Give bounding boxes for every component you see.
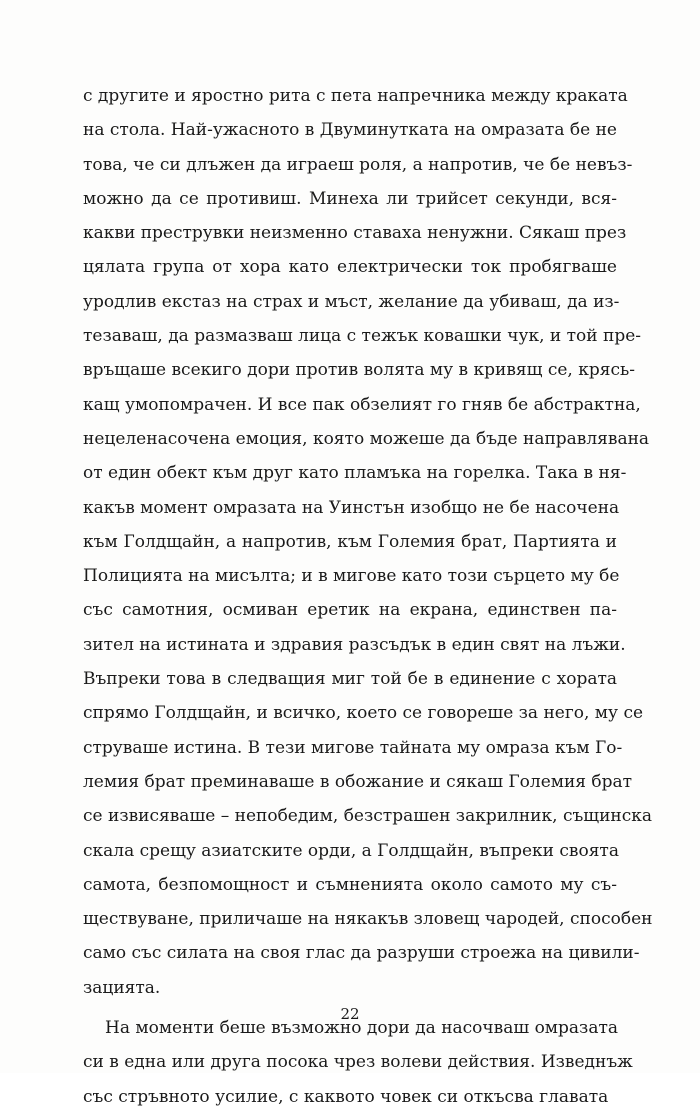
text-line: Полицията на мисълта; и в мигове като този сърцето му бе bbox=[83, 566, 620, 587]
text-line: зител на истината и здравия разсъдък в един свят на лъжи. bbox=[83, 634, 626, 655]
text-line: това, че си длъжен да играеш роля, а напротив, че бе невъз- bbox=[83, 154, 633, 175]
text-line: какви преструвки неизменно ставаха ненужни. Сякаш през bbox=[83, 223, 627, 244]
text-line: със самотния, осмиван еретик на екрана, единствен па- bbox=[83, 600, 617, 621]
text-line: кащ умопомрачен. И все пак обзелият го гняв бе абстрактна, bbox=[83, 394, 641, 415]
text-line: ществуване, приличаше на някакъв зловещ чародей, способен bbox=[83, 909, 653, 930]
text-line: струваше истина. В тези мигове тайната му омраза към Го- bbox=[83, 737, 623, 758]
text-line: се извисяваше – непобедим, безстрашен закрилник, същинска bbox=[83, 806, 653, 827]
page-number: 22 bbox=[340, 1005, 360, 1023]
text-line: можно да се противиш. Минеха ли трийсет секунди, вся- bbox=[83, 188, 617, 209]
body-text bbox=[83, 79, 653, 1114]
text-line: към Голдщайн, а напротив, към Големия брат, Партията и bbox=[83, 531, 617, 552]
text-line: уродлив екстаз на страх и мъст, желание да убиваш, да из- bbox=[83, 291, 620, 312]
text-line: самота, безпомощност и съмненията около самото му съ- bbox=[83, 874, 617, 895]
text-line: връщаше всекиго дори против волята му в кривящ се, крясь- bbox=[83, 360, 635, 381]
text-line: си в една или друга посока чрез волеви действия. Изведнъж bbox=[83, 1052, 633, 1073]
text-line: на стола. Най-ужасното в Двуминутката на омразата бе не bbox=[83, 120, 617, 141]
text-line: зацията. bbox=[83, 977, 161, 998]
text-line: лемия брат преминаваше в обожание и сякаш Големия брат bbox=[83, 771, 633, 792]
text-line: какъв момент омразата на Уинстън изобщо не бе насочена bbox=[83, 497, 620, 518]
text-line: тезаваш, да размазваш лица с тежък ковашки чук, и той пре- bbox=[83, 326, 642, 347]
paragraph-1 bbox=[83, 79, 653, 1005]
paragraph-2 bbox=[83, 1011, 633, 1114]
text-line: със стръвното усилие, с каквото човек си откъсва главата bbox=[83, 1086, 609, 1107]
text-line: цялата група от хора като електрически ток пробягваше bbox=[83, 257, 617, 278]
text-line: спрямо Голдщайн, и всичко, което се говореше за него, му се bbox=[83, 703, 644, 724]
text-line: На моменти беше възможно дори да насочваш омразата bbox=[105, 1018, 618, 1039]
text-line: скала срещу азиатските орди, а Голдщайн, въпреки своята bbox=[83, 840, 619, 861]
text-line: нецеленасочена емоция, която можеше да бъде направлявана bbox=[83, 428, 650, 449]
text-line: Въпреки това в следващия миг той бе в единение с хората bbox=[83, 669, 617, 690]
text-line: от един обект към друг като пламъка на горелка. Така в ня- bbox=[83, 463, 627, 484]
text-line: само със силата на своя глас да разруши строежа на цивили- bbox=[83, 943, 640, 964]
text-line: с другите и яростно рита с пета напречника между краката bbox=[83, 86, 628, 106]
